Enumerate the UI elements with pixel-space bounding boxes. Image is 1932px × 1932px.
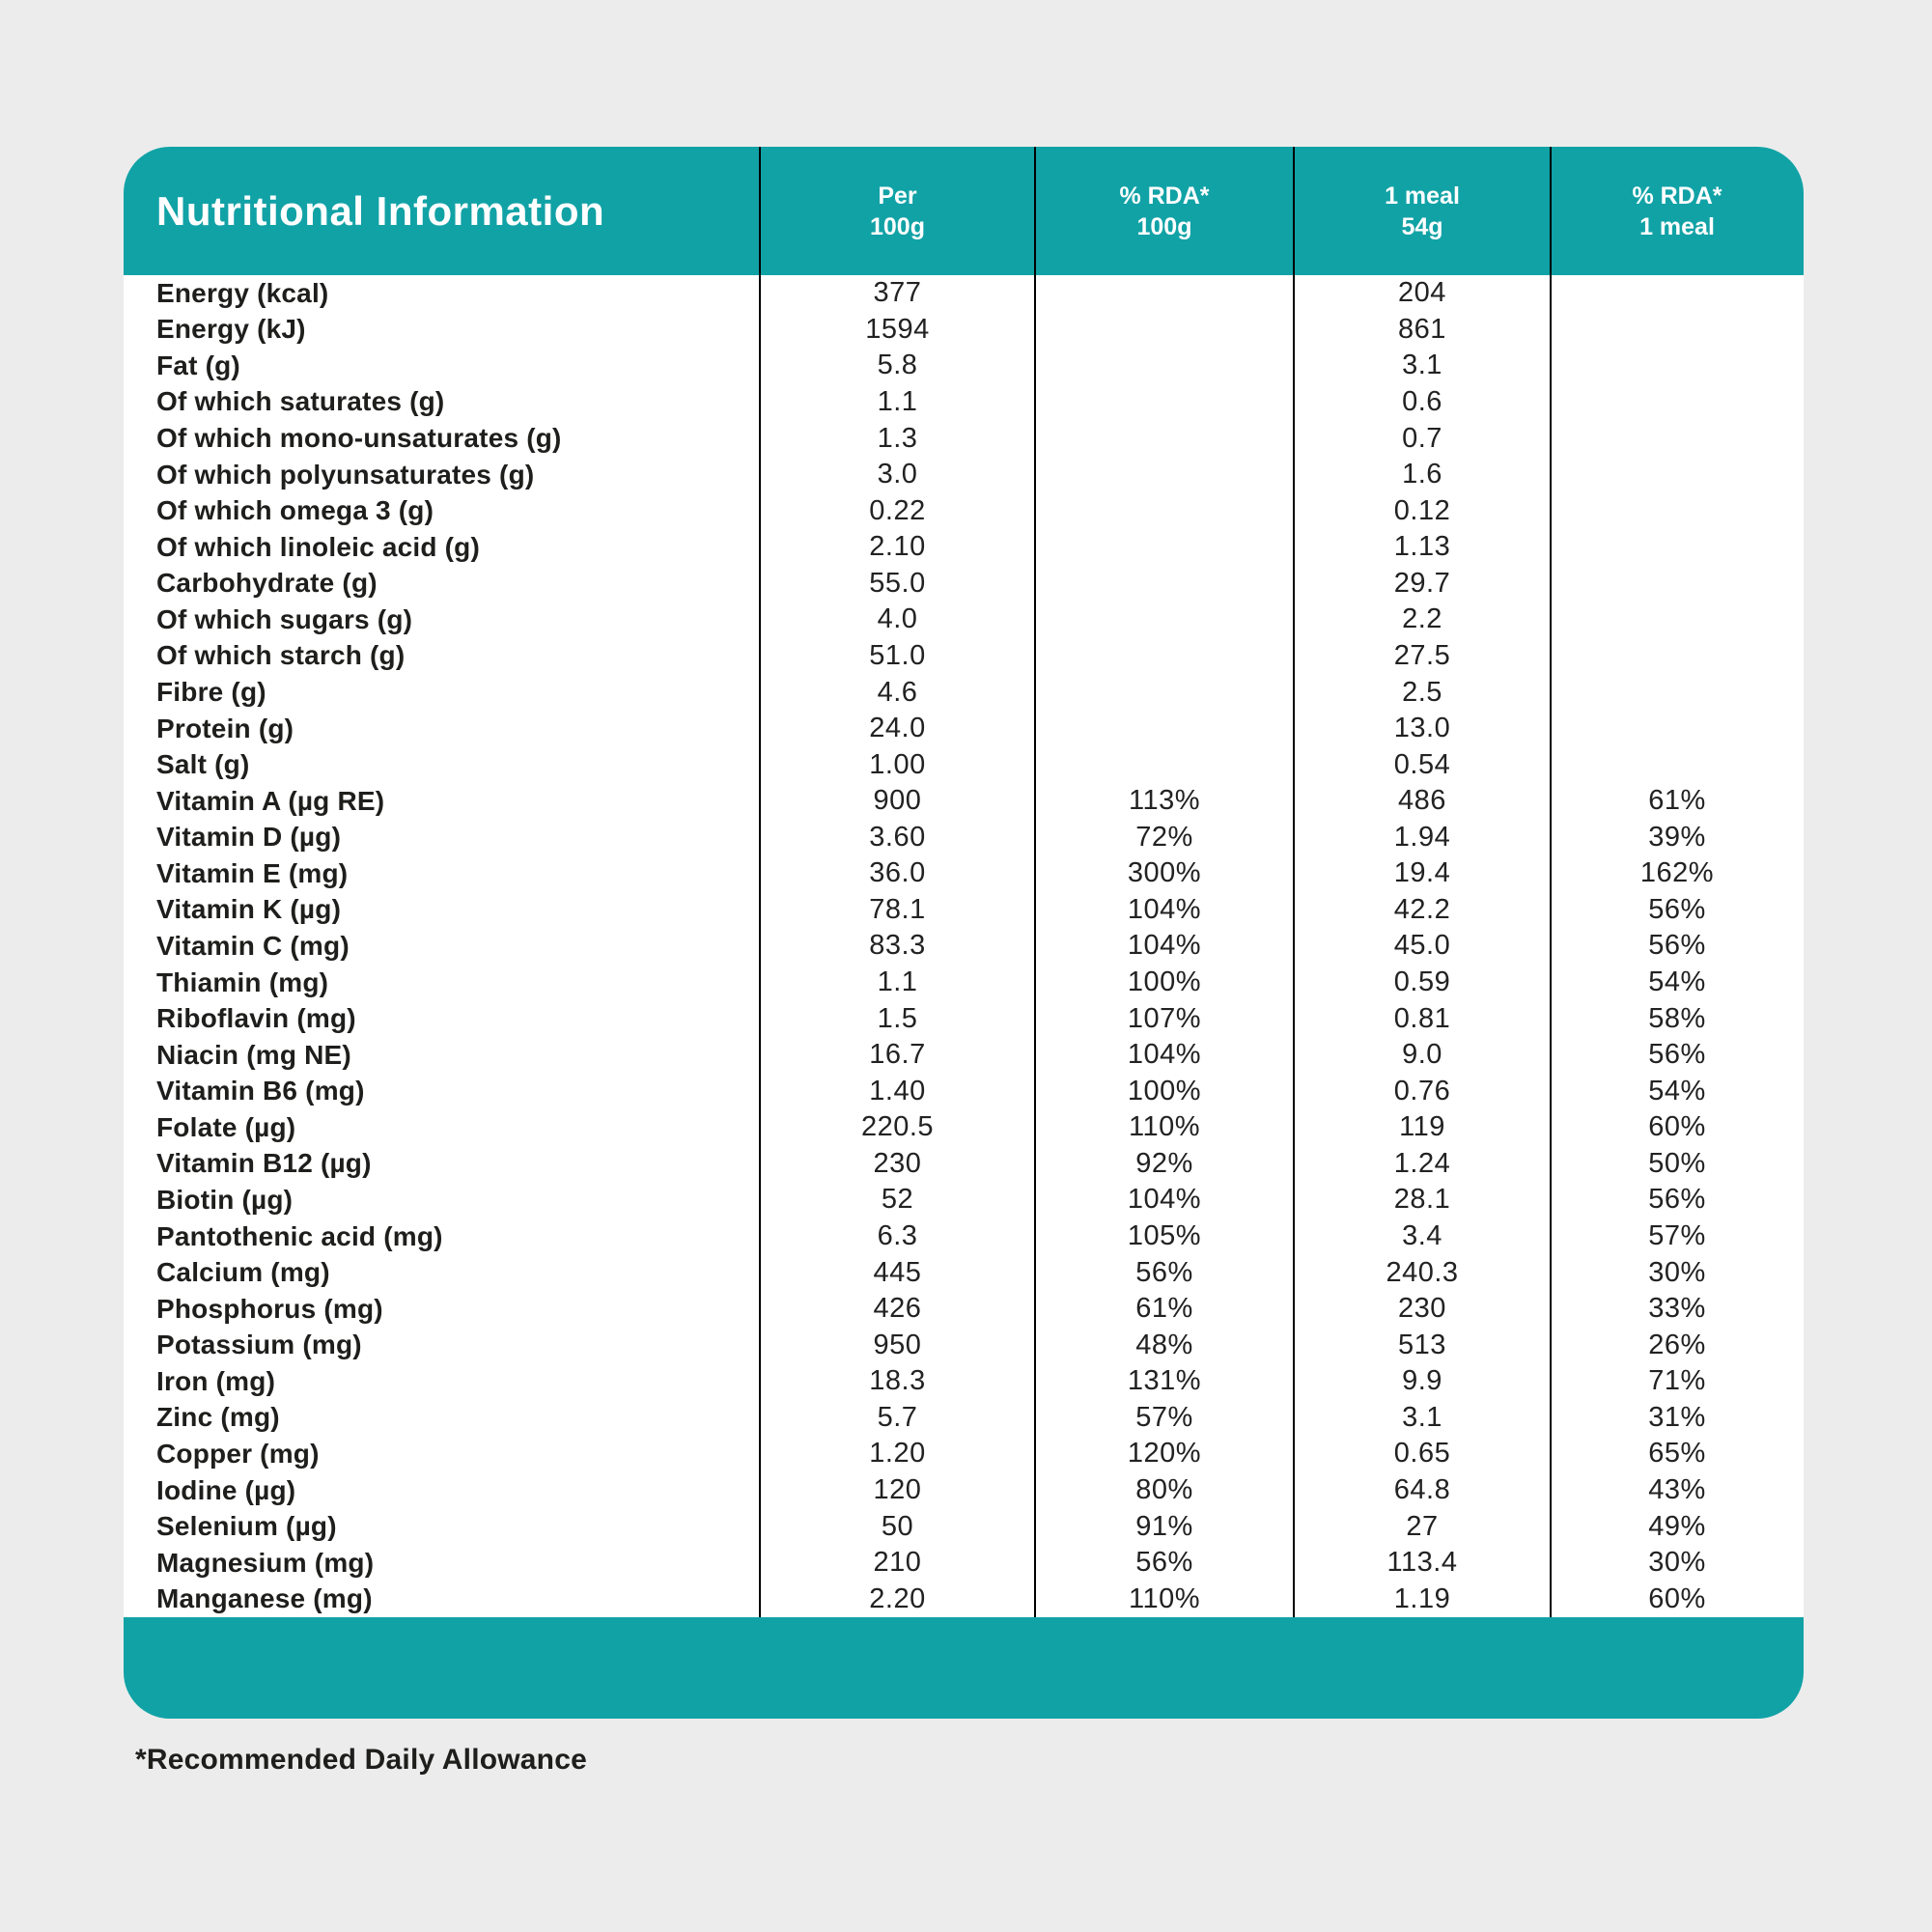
table-row xyxy=(124,928,1804,965)
value-per-100g: 5.7 xyxy=(877,1401,918,1433)
table-row xyxy=(124,638,1804,675)
value-rda-100g: 92% xyxy=(1135,1147,1193,1179)
value-per-100g: 16.7 xyxy=(869,1039,926,1071)
nutrient-label: Of which sugars (g) xyxy=(156,603,413,634)
nutrient-label: Magnesium (mg) xyxy=(156,1547,375,1578)
nutrient-label: Vitamin B12 (µg) xyxy=(156,1148,372,1179)
table-row xyxy=(124,1400,1804,1437)
value-per-100g: 3.60 xyxy=(869,821,926,853)
nutrient-label: Of which mono-unsaturates (g) xyxy=(156,423,562,454)
value-rda-1-meal: 31% xyxy=(1648,1401,1706,1433)
value-per-100g: 78.1 xyxy=(869,893,926,925)
value-1-meal: 9.9 xyxy=(1402,1365,1442,1397)
value-rda-1-meal: 61% xyxy=(1648,785,1706,817)
value-per-100g: 6.3 xyxy=(877,1220,918,1252)
nutrient-label: Folate (µg) xyxy=(156,1111,296,1142)
value-rda-1-meal: 56% xyxy=(1648,893,1706,925)
value-1-meal: 230 xyxy=(1398,1293,1446,1325)
value-1-meal: 113.4 xyxy=(1386,1547,1458,1579)
value-rda-100g: 120% xyxy=(1127,1438,1202,1470)
table-row xyxy=(124,1218,1804,1255)
value-rda-1-meal: 39% xyxy=(1648,821,1706,853)
value-rda-1-meal: 60% xyxy=(1648,1111,1706,1143)
value-rda-1-meal: 56% xyxy=(1648,1039,1706,1071)
column-header-line1: Per xyxy=(878,182,917,210)
column-header-line2: 1 meal xyxy=(1639,212,1715,240)
value-1-meal: 240.3 xyxy=(1386,1256,1459,1288)
value-per-100g: 83.3 xyxy=(869,930,926,962)
value-rda-1-meal: 43% xyxy=(1648,1474,1706,1505)
value-per-100g: 426 xyxy=(873,1293,922,1325)
nutrient-label: Manganese (mg) xyxy=(156,1583,373,1614)
column-header-line1: % RDA* xyxy=(1119,182,1210,210)
value-per-100g: 18.3 xyxy=(869,1365,926,1397)
value-per-100g: 1.5 xyxy=(877,1002,918,1034)
value-per-100g: 1.20 xyxy=(869,1438,926,1470)
value-1-meal: 13.0 xyxy=(1393,713,1451,744)
value-1-meal: 19.4 xyxy=(1393,857,1451,889)
table-body xyxy=(124,275,1804,1617)
nutrient-label: Selenium (µg) xyxy=(156,1511,337,1542)
nutrient-label: Thiamin (mg) xyxy=(156,966,329,997)
table-row xyxy=(124,1109,1804,1146)
table-row xyxy=(124,855,1804,892)
table-row xyxy=(124,1291,1804,1328)
nutrient-label: Energy (kJ) xyxy=(156,314,306,345)
value-rda-100g: 107% xyxy=(1127,1002,1202,1034)
value-per-100g: 220.5 xyxy=(860,1111,935,1143)
nutrient-label: Copper (mg) xyxy=(156,1438,320,1469)
nutrient-label: Calcium (mg) xyxy=(156,1257,330,1288)
value-rda-1-meal: 49% xyxy=(1648,1510,1706,1542)
value-rda-100g: 113% xyxy=(1128,785,1201,817)
value-1-meal: 28.1 xyxy=(1393,1184,1451,1216)
table-row xyxy=(124,1182,1804,1218)
value-rda-100g: 110% xyxy=(1128,1582,1201,1614)
value-per-100g: 3.0 xyxy=(877,459,918,490)
nutrient-label: Phosphorus (mg) xyxy=(156,1293,383,1324)
table-row xyxy=(124,1037,1804,1074)
value-per-100g: 1594 xyxy=(865,313,930,345)
value-1-meal: 2.5 xyxy=(1402,676,1442,708)
value-1-meal: 27 xyxy=(1406,1510,1439,1542)
value-rda-100g: 104% xyxy=(1127,893,1202,925)
column-divider xyxy=(759,147,761,1617)
value-1-meal: 0.76 xyxy=(1393,1075,1451,1106)
value-per-100g: 230 xyxy=(873,1147,922,1179)
value-rda-100g: 104% xyxy=(1127,930,1202,962)
value-per-100g: 120 xyxy=(873,1474,922,1505)
table-row xyxy=(124,820,1804,856)
table-row xyxy=(124,457,1804,493)
value-1-meal: 9.0 xyxy=(1402,1039,1442,1071)
table-row xyxy=(124,529,1804,566)
column-divider xyxy=(1293,147,1295,1617)
value-rda-1-meal: 71% xyxy=(1648,1365,1706,1397)
value-rda-100g: 100% xyxy=(1127,1075,1202,1106)
value-per-100g: 24.0 xyxy=(869,713,926,744)
value-rda-100g: 104% xyxy=(1127,1184,1202,1216)
table-row xyxy=(124,1363,1804,1400)
nutrient-label: Iodine (µg) xyxy=(156,1474,296,1505)
table-row xyxy=(124,384,1804,421)
column-header-1-meal xyxy=(1294,181,1551,242)
value-rda-100g: 72% xyxy=(1135,821,1193,853)
value-1-meal: 513 xyxy=(1398,1329,1446,1360)
rda-footnote: *Recommended Daily Allowance xyxy=(135,1744,587,1776)
column-divider xyxy=(1550,147,1552,1617)
value-per-100g: 377 xyxy=(873,277,922,309)
value-1-meal: 27.5 xyxy=(1393,639,1451,671)
value-rda-100g: 104% xyxy=(1127,1039,1202,1071)
table-row xyxy=(124,602,1804,638)
table-row xyxy=(124,1581,1804,1617)
value-per-100g: 900 xyxy=(873,785,922,817)
table-row xyxy=(124,1073,1804,1109)
value-rda-1-meal: 60% xyxy=(1648,1582,1706,1614)
value-rda-100g: 56% xyxy=(1135,1547,1193,1579)
table-row xyxy=(124,746,1804,783)
value-1-meal: 45.0 xyxy=(1393,930,1451,962)
table-row xyxy=(124,1472,1804,1509)
nutrient-label: Of which omega 3 (g) xyxy=(156,495,434,526)
table-row xyxy=(124,566,1804,602)
table-row xyxy=(124,348,1804,384)
value-1-meal: 2.2 xyxy=(1402,603,1442,635)
table-row xyxy=(124,965,1804,1001)
value-per-100g: 1.00 xyxy=(869,748,926,780)
nutrient-label: Pantothenic acid (mg) xyxy=(156,1220,443,1251)
title-cell xyxy=(124,188,760,235)
value-1-meal: 29.7 xyxy=(1393,567,1451,599)
value-1-meal: 0.12 xyxy=(1393,494,1451,526)
value-per-100g: 50 xyxy=(881,1510,914,1542)
nutrient-label: Vitamin C (mg) xyxy=(156,930,350,961)
nutrient-label: Riboflavin (mg) xyxy=(156,1003,356,1034)
value-1-meal: 3.1 xyxy=(1402,1401,1442,1433)
value-per-100g: 1.3 xyxy=(877,422,918,454)
nutrient-label: Of which polyunsaturates (g) xyxy=(156,459,535,490)
value-1-meal: 119 xyxy=(1399,1111,1445,1143)
value-1-meal: 1.6 xyxy=(1402,459,1442,490)
nutrient-label: Vitamin E (mg) xyxy=(156,857,349,888)
nutrient-label: Salt (g) xyxy=(156,749,250,780)
nutrient-label: Of which starch (g) xyxy=(156,640,406,671)
value-1-meal: 1.13 xyxy=(1393,531,1451,563)
table-row xyxy=(124,312,1804,349)
value-rda-1-meal: 26% xyxy=(1648,1329,1706,1360)
nutrient-label: Vitamin B6 (mg) xyxy=(156,1076,365,1106)
nutrient-label: Protein (g) xyxy=(156,713,294,743)
value-rda-100g: 300% xyxy=(1127,857,1202,889)
value-per-100g: 51.0 xyxy=(869,639,926,671)
value-rda-100g: 56% xyxy=(1135,1256,1193,1288)
table-row xyxy=(124,711,1804,747)
value-rda-100g: 57% xyxy=(1135,1401,1193,1433)
table-header xyxy=(124,147,1804,275)
value-per-100g: 52 xyxy=(881,1184,914,1216)
value-rda-100g: 48% xyxy=(1135,1329,1193,1360)
nutrient-label: Potassium (mg) xyxy=(156,1330,362,1360)
value-1-meal: 0.54 xyxy=(1393,748,1451,780)
value-per-100g: 36.0 xyxy=(869,857,926,889)
value-per-100g: 1.1 xyxy=(877,966,918,998)
value-1-meal: 42.2 xyxy=(1393,893,1451,925)
value-1-meal: 0.59 xyxy=(1393,966,1451,998)
value-1-meal: 64.8 xyxy=(1393,1474,1451,1505)
value-rda-100g: 110% xyxy=(1128,1111,1201,1143)
value-1-meal: 1.94 xyxy=(1393,821,1451,853)
column-divider xyxy=(1034,147,1036,1617)
table-row xyxy=(124,892,1804,929)
value-rda-100g: 61% xyxy=(1135,1293,1193,1325)
value-per-100g: 4.0 xyxy=(877,603,918,635)
nutrient-label: Fibre (g) xyxy=(156,677,266,708)
nutrient-label: Of which linoleic acid (g) xyxy=(156,531,481,562)
table-row xyxy=(124,1254,1804,1291)
table-row xyxy=(124,420,1804,457)
value-1-meal: 0.81 xyxy=(1393,1002,1451,1034)
nutrient-label: Vitamin D (µg) xyxy=(156,822,342,853)
value-per-100g: 5.8 xyxy=(877,350,918,381)
column-header-line1: % RDA* xyxy=(1632,182,1722,210)
table-row xyxy=(124,1327,1804,1363)
value-rda-100g: 105% xyxy=(1127,1220,1202,1252)
value-per-100g: 2.20 xyxy=(869,1582,926,1614)
value-1-meal: 3.1 xyxy=(1402,350,1442,381)
value-rda-100g: 131% xyxy=(1127,1365,1202,1397)
value-per-100g: 4.6 xyxy=(877,676,918,708)
value-1-meal: 0.7 xyxy=(1402,422,1442,454)
value-rda-1-meal: 50% xyxy=(1648,1147,1706,1179)
value-1-meal: 204 xyxy=(1398,277,1446,309)
table-row xyxy=(124,783,1804,820)
table-row xyxy=(124,275,1804,312)
nutrient-label: Carbohydrate (g) xyxy=(156,568,378,599)
column-header-rda-1-meal xyxy=(1551,181,1804,242)
value-1-meal: 1.24 xyxy=(1393,1147,1451,1179)
table-row xyxy=(124,674,1804,711)
nutrient-label: Iron (mg) xyxy=(156,1365,276,1396)
value-rda-1-meal: 65% xyxy=(1648,1438,1706,1470)
value-rda-1-meal: 54% xyxy=(1648,1075,1706,1106)
column-header-line2: 100g xyxy=(870,212,925,240)
value-1-meal: 861 xyxy=(1398,313,1446,345)
value-per-100g: 210 xyxy=(873,1547,922,1579)
value-rda-1-meal: 56% xyxy=(1648,1184,1706,1216)
value-rda-100g: 100% xyxy=(1127,966,1202,998)
footer-band xyxy=(124,1617,1804,1719)
table-row xyxy=(124,1146,1804,1183)
value-rda-1-meal: 56% xyxy=(1648,930,1706,962)
column-header-rda-100g xyxy=(1035,181,1294,242)
column-header-line2: 100g xyxy=(1136,212,1192,240)
nutrient-label: Vitamin K (µg) xyxy=(156,894,342,925)
value-per-100g: 55.0 xyxy=(869,567,926,599)
value-rda-1-meal: 54% xyxy=(1648,966,1706,998)
nutrient-label: Energy (kcal) xyxy=(156,277,329,308)
value-per-100g: 1.1 xyxy=(877,385,918,417)
table-row xyxy=(124,1436,1804,1472)
nutrient-label: Biotin (µg) xyxy=(156,1184,294,1215)
value-rda-1-meal: 58% xyxy=(1648,1002,1706,1034)
value-1-meal: 0.65 xyxy=(1393,1438,1451,1470)
table-row xyxy=(124,492,1804,529)
nutrient-label: Zinc (mg) xyxy=(156,1402,280,1433)
value-rda-1-meal: 162% xyxy=(1639,857,1715,889)
value-per-100g: 0.22 xyxy=(869,494,926,526)
value-rda-100g: 91% xyxy=(1135,1510,1193,1542)
value-1-meal: 0.6 xyxy=(1402,385,1442,417)
nutrient-label: Niacin (mg NE) xyxy=(156,1039,351,1070)
value-rda-1-meal: 30% xyxy=(1648,1256,1706,1288)
column-header-per-100g xyxy=(760,181,1035,242)
nutrition-facts-card xyxy=(124,147,1804,1719)
table-row xyxy=(124,1545,1804,1582)
value-per-100g: 950 xyxy=(873,1329,922,1360)
table-row xyxy=(124,1508,1804,1545)
value-per-100g: 445 xyxy=(873,1256,922,1288)
value-rda-100g: 80% xyxy=(1135,1474,1193,1505)
column-header-line2: 54g xyxy=(1401,212,1443,240)
nutrient-label: Fat (g) xyxy=(156,350,240,380)
table-row xyxy=(124,1000,1804,1037)
value-1-meal: 3.4 xyxy=(1402,1220,1442,1252)
page-title: Nutritional Information xyxy=(156,187,605,234)
value-per-100g: 1.40 xyxy=(869,1075,926,1106)
nutrient-label: Vitamin A (µg RE) xyxy=(156,785,385,816)
value-rda-1-meal: 30% xyxy=(1648,1547,1706,1579)
column-header-line1: 1 meal xyxy=(1385,182,1460,210)
value-1-meal: 1.19 xyxy=(1393,1582,1451,1614)
value-rda-1-meal: 33% xyxy=(1648,1293,1706,1325)
value-1-meal: 486 xyxy=(1398,785,1446,817)
nutrient-label: Of which saturates (g) xyxy=(156,386,445,417)
value-rda-1-meal: 57% xyxy=(1648,1220,1706,1252)
value-per-100g: 2.10 xyxy=(869,531,926,563)
